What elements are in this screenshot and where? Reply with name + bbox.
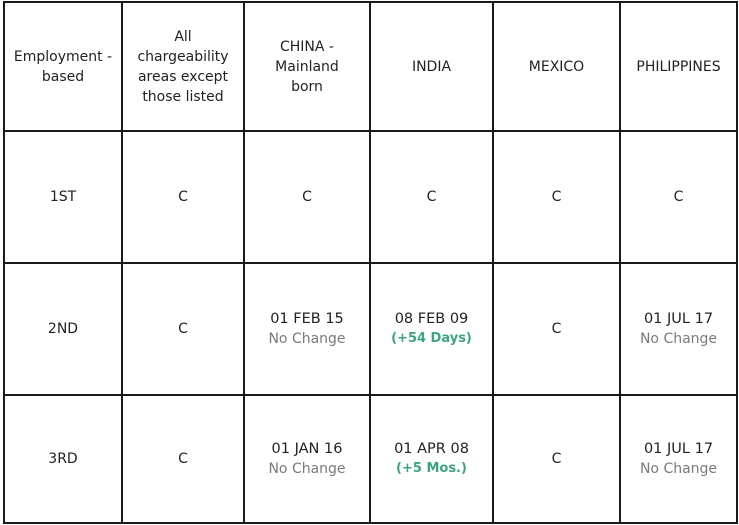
india-change: (+54 Days) bbox=[391, 331, 472, 346]
header-china: CHINA - Mainland born bbox=[244, 2, 370, 131]
header-mexico: MEXICO bbox=[493, 2, 620, 131]
philippines-cell bbox=[620, 263, 737, 395]
philippines-cell: C bbox=[620, 131, 737, 263]
philippines-change: No Change bbox=[639, 461, 718, 477]
china-date: 01 FEB 15 bbox=[270, 311, 344, 327]
india-cell bbox=[370, 263, 493, 395]
philippines-change: No Change bbox=[639, 331, 718, 347]
india-date: 08 FEB 09 bbox=[394, 311, 469, 327]
table-row bbox=[4, 131, 737, 263]
philippines-date: 01 JUL 17 bbox=[643, 311, 714, 327]
header-india: INDIA bbox=[370, 2, 493, 131]
china-cell bbox=[244, 263, 370, 395]
header-all-areas: All chargeability areas except those listed bbox=[122, 2, 244, 131]
mexico-cell: C bbox=[493, 395, 620, 523]
visa-bulletin-table bbox=[3, 1, 738, 524]
all-areas-cell: C bbox=[122, 263, 244, 395]
china-change: No Change bbox=[268, 461, 346, 477]
header-philippines: PHILIPPINES bbox=[620, 2, 737, 131]
header-employment-based: Employment -based bbox=[4, 2, 122, 131]
china-date: 01 JAN 16 bbox=[271, 441, 343, 457]
india-date: 01 APR 08 bbox=[394, 441, 469, 457]
china-cell: C bbox=[244, 131, 370, 263]
philippines-cell bbox=[620, 395, 737, 523]
all-areas-cell: C bbox=[122, 395, 244, 523]
india-cell: C bbox=[370, 131, 493, 263]
india-cell bbox=[370, 395, 493, 523]
philippines-date: 01 JUL 17 bbox=[643, 441, 714, 457]
mexico-cell: C bbox=[493, 263, 620, 395]
category-cell: 3RD bbox=[4, 395, 122, 523]
mexico-cell: C bbox=[493, 131, 620, 263]
table-row bbox=[4, 263, 737, 395]
table-row bbox=[4, 395, 737, 523]
header-row bbox=[4, 2, 737, 131]
category-cell: 1ST bbox=[4, 131, 122, 263]
china-cell bbox=[244, 395, 370, 523]
category-cell: 2ND bbox=[4, 263, 122, 395]
all-areas-cell: C bbox=[122, 131, 244, 263]
china-change: No Change bbox=[268, 331, 346, 347]
india-change: (+5 Mos.) bbox=[396, 461, 467, 476]
